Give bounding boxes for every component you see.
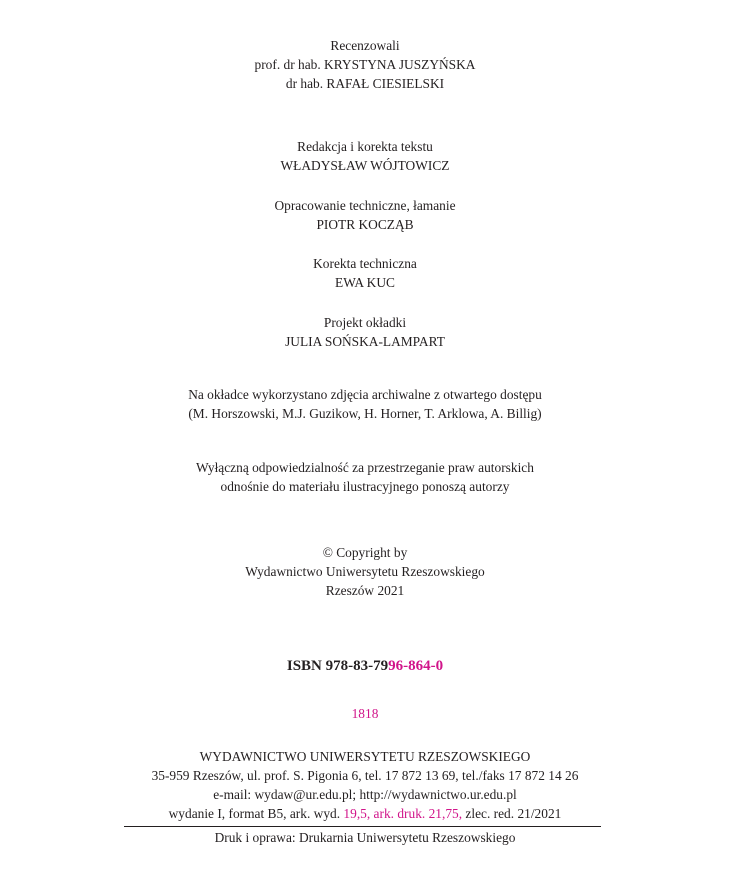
reviewers-section bbox=[0, 36, 730, 93]
copyright-line: Wydawnictwo Uniwersytetu Rzeszowskiego bbox=[245, 564, 485, 579]
typesetting-name: PIOTR KOCZĄB bbox=[316, 217, 414, 232]
reviewer-name: prof. dr hab. KRYSTYNA JUSZYŃSKA bbox=[254, 57, 476, 72]
cover-name: JULIA SOŃSKA-LAMPART bbox=[285, 334, 445, 349]
printing-info bbox=[0, 828, 730, 847]
publisher-contact: e-mail: wydaw@ur.edu.pl; http://wydawnictwo.ur.edu.pl bbox=[213, 787, 517, 802]
cover-photos-line: (M. Horszowski, M.J. Guzikow, H. Horner, T. Arklowa, A. Billig) bbox=[188, 406, 542, 421]
isbn bbox=[0, 656, 730, 676]
publisher-address: 35-959 Rzeszów, ul. prof. S. Pigonia 6, tel. 17 872 13 69, tel./faks 17 872 14 26 bbox=[151, 768, 579, 783]
isbn-prefix: ISBN 978-83-79 bbox=[286, 658, 389, 674]
editing-section bbox=[0, 137, 730, 175]
reviewer-name: dr hab. RAFAŁ CIESIELSKI bbox=[285, 76, 445, 91]
typesetting-heading: Opracowanie techniczne, łamanie bbox=[274, 198, 456, 213]
cover-photos-note bbox=[0, 385, 730, 423]
reviewers-heading: Recenzowali bbox=[330, 38, 400, 53]
typesetting-section bbox=[0, 196, 730, 234]
editing-name: WŁADYSŁAW WÓJTOWICZ bbox=[280, 158, 450, 173]
edition-suffix: zlec. red. 21/2021 bbox=[462, 806, 562, 821]
copyright-line: Rzeszów 2021 bbox=[325, 583, 405, 598]
edition-highlight: 19,5, ark. druk. 21,75, bbox=[343, 806, 463, 821]
copyright-section bbox=[0, 543, 730, 600]
edition-info bbox=[0, 804, 730, 823]
tech-proof-name: EWA KUC bbox=[335, 275, 395, 290]
edition-prefix: wydanie I, format B5, ark. wyd. bbox=[168, 806, 344, 821]
divider-rule bbox=[124, 826, 601, 827]
editing-heading: Redakcja i korekta tekstu bbox=[297, 139, 433, 154]
responsibility-line: odnośnie do materiału ilustracyjnego ponoszą autorzy bbox=[220, 479, 510, 494]
cover-section bbox=[0, 313, 730, 351]
publisher-section bbox=[0, 747, 730, 823]
responsibility-note bbox=[0, 458, 730, 496]
printing-line: Druk i oprawa: Drukarnia Uniwersytetu Rzeszowskiego bbox=[214, 830, 516, 845]
publisher-name: WYDAWNICTWO UNIWERSYTETU RZESZOWSKIEGO bbox=[199, 749, 531, 764]
cover-heading: Projekt okładki bbox=[323, 315, 407, 330]
publication-number: 1818 bbox=[351, 706, 379, 721]
cover-photos-line: Na okładce wykorzystano zdjęcia archiwalne z otwartego dostępu bbox=[188, 387, 542, 402]
isbn-highlight: 96-864-0 bbox=[388, 658, 444, 674]
responsibility-line: Wyłączną odpowiedzialność za przestrzeganie praw autorskich bbox=[196, 460, 534, 475]
copyright-line: © Copyright by bbox=[322, 545, 408, 560]
tech-proof-section bbox=[0, 254, 730, 292]
tech-proof-heading: Korekta techniczna bbox=[313, 256, 417, 271]
